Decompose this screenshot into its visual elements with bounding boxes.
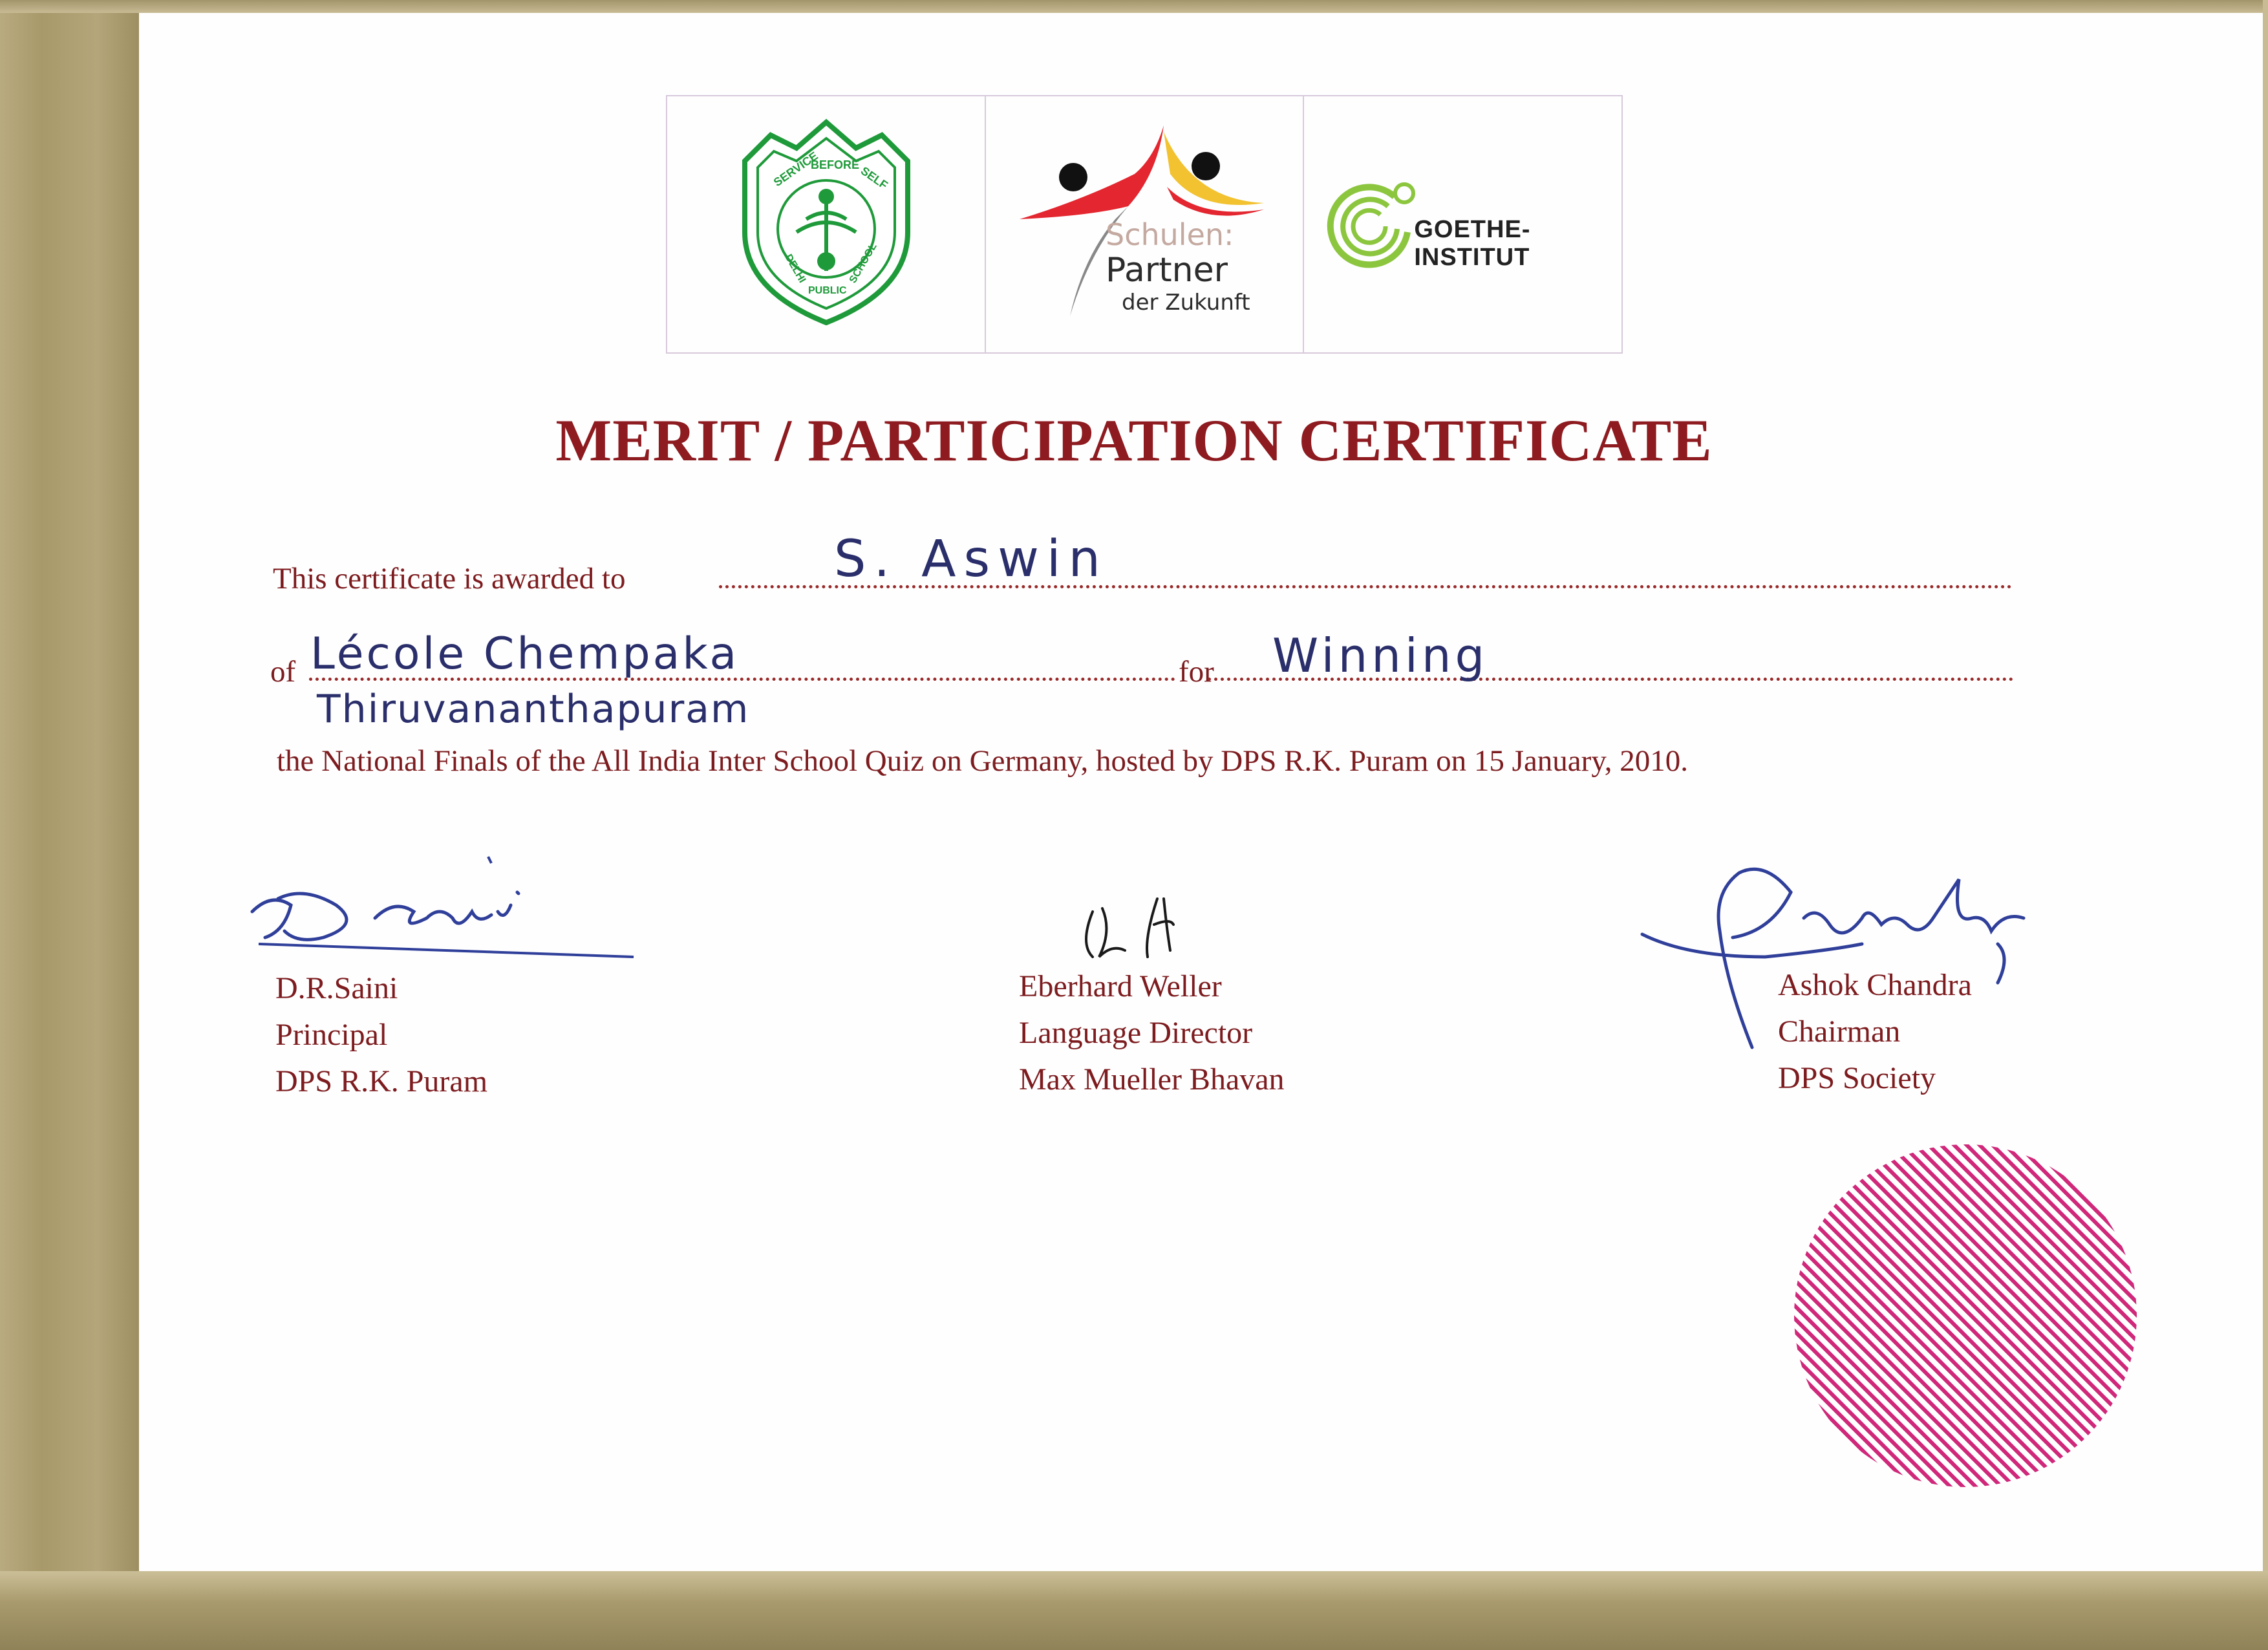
signatory-1 bbox=[275, 965, 487, 1105]
for-prefix: for bbox=[1179, 655, 1214, 689]
crest-text-school: SCHOOL bbox=[847, 241, 879, 285]
gold-frame-right bbox=[2263, 0, 2268, 1650]
event-description: the National Finals of the All India Inter School Quiz on Germany, hosted by DPS R.K. Puram on 15 January, 2010. bbox=[277, 744, 1689, 778]
achievement: Winning bbox=[1272, 628, 1489, 683]
school-name: Lécole Chempaka bbox=[310, 628, 740, 680]
signatory-2-org: Max Mueller Bhavan bbox=[1019, 1062, 1285, 1097]
certificate-title: MERIT / PARTICIPATION CERTIFICATE bbox=[555, 407, 1713, 473]
schulen-partner-cell bbox=[985, 96, 1303, 352]
crest-text-delhi: DELHI bbox=[782, 252, 808, 285]
partner-text: Partner bbox=[1105, 251, 1228, 290]
school-city: Thiruvananthapuram bbox=[317, 687, 750, 732]
signatory-3-name: Ashok Chandra bbox=[1778, 968, 1972, 1002]
signatory-2-role: Language Director bbox=[1019, 1016, 1253, 1050]
signatory-3-role: Chairman bbox=[1778, 1014, 1901, 1049]
of-prefix: of bbox=[270, 655, 296, 689]
signatory-2-name: Eberhard Weller bbox=[1019, 969, 1222, 1003]
signatory-2 bbox=[1019, 963, 1285, 1103]
dps-crest-cell bbox=[667, 96, 985, 352]
dps-crest-logo bbox=[667, 96, 985, 352]
crest-text-before: BEFORE bbox=[811, 158, 860, 171]
signatory-1-org: DPS R.K. Puram bbox=[275, 1064, 488, 1098]
goethe-institut-text: GOETHE-INSTITUT bbox=[1414, 216, 1531, 271]
gold-frame-top bbox=[0, 0, 2268, 13]
gold-frame-bottom bbox=[0, 1571, 2268, 1650]
awarded-prefix: This certificate is awarded to bbox=[273, 562, 626, 595]
signatory-1-name: D.R.Saini bbox=[275, 971, 398, 1005]
crest-text-service: SERVICE bbox=[771, 149, 820, 189]
signature-saini bbox=[246, 841, 659, 983]
pink-striped-seal bbox=[1794, 1144, 2137, 1487]
schulen-partner-logo bbox=[986, 96, 1304, 352]
der-zukunft-text: der Zukunft bbox=[1121, 290, 1250, 316]
logo-strip bbox=[666, 95, 1623, 354]
crest-text-self: SELF bbox=[858, 164, 890, 192]
schulen-text: Schulen: bbox=[1105, 217, 1234, 252]
signatory-1-role: Principal bbox=[275, 1018, 388, 1052]
signatory-3-org: DPS Society bbox=[1778, 1061, 1936, 1095]
goethe-cell bbox=[1303, 96, 1621, 352]
goethe-swirl-icon bbox=[1317, 171, 1420, 274]
awardee-name: S. Aswin bbox=[834, 530, 1108, 588]
signatory-3 bbox=[1778, 962, 1972, 1102]
crest-text-public: PUBLIC bbox=[808, 285, 847, 296]
gold-frame-left bbox=[0, 0, 139, 1650]
